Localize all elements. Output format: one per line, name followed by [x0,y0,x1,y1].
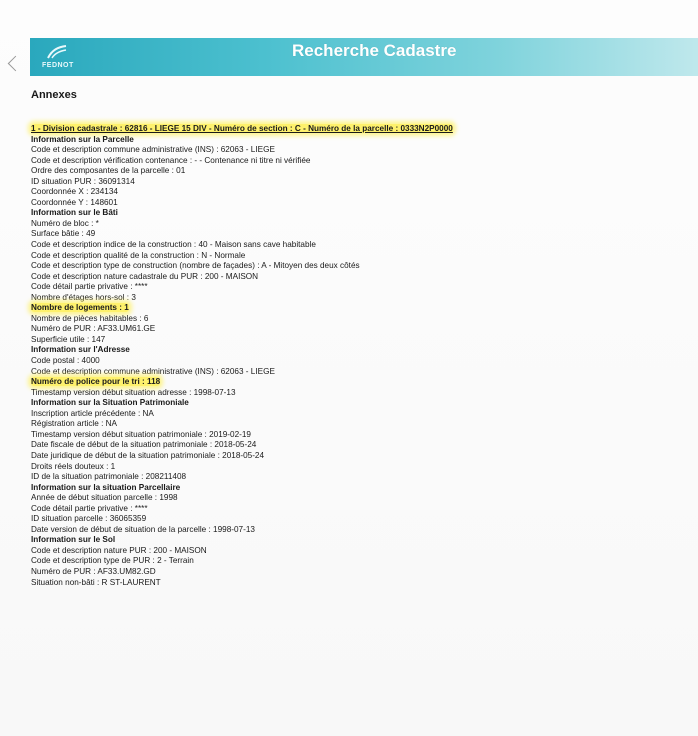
info-section-heading [31,135,671,146]
info-line [31,240,671,251]
line-text: Timestamp version début situation adresse : 1998-07-13 [31,387,236,397]
line-text: Code et description type de PUR : 2 - Terrain [31,556,194,566]
info-section-heading [31,483,671,494]
line-text: Information sur la situation Parcellaire [31,482,181,492]
line-text: Code postal : 4000 [31,356,100,366]
line-text: Code et description nature cadastrale du PUR : 200 - MAISON [31,271,259,281]
info-line [31,388,671,399]
info-line [31,409,671,420]
line-text: Information sur l'Adresse [31,345,130,355]
line-text: Code détail partie privative : **** [31,282,148,292]
info-line [31,462,671,473]
line-text: Code détail partie privative : **** [31,503,148,513]
info-line [31,451,671,462]
info-line [31,578,671,589]
line-text: Code et description vérification contenance : - - Contenance ni titre ni vérifiée [31,155,311,165]
line-text: ID de la situation patrimoniale : 208211408 [31,472,187,482]
info-line [31,377,671,388]
info-line [31,514,671,525]
section-heading: Annexes [31,89,77,101]
line-text: Information sur le Sol [31,535,116,545]
highlighted-text: Nombre de logements : 1 [31,303,129,313]
annex-content [31,124,671,588]
info-line [31,177,671,188]
logo-swoosh-icon [46,44,68,60]
line-text: Code et description qualité de la construction : N - Normale [31,250,246,260]
line-text: Information sur le Bâti [31,208,118,218]
line-text: Code et description indice de la construction : 40 - Maison sans cave habitable [31,240,316,250]
info-line [31,430,671,441]
line-text: Inscription article précédente : NA [31,408,154,418]
scan-corner-mark [8,56,24,72]
info-line [31,356,671,367]
info-line [31,525,671,536]
info-line [31,472,671,483]
info-section-heading [31,535,671,546]
info-line [31,251,671,262]
info-line [31,335,671,346]
info-line [31,166,671,177]
line-text: Droits réels douteux : 1 [31,461,116,471]
line-text: Numéro de PUR : AF33.UM61.GE [31,324,156,334]
line-text: ID situation PUR : 36091314 [31,176,135,186]
line-text: Code et description commune administrative (INS) : 62063 - LIEGE [31,145,275,155]
info-line [31,440,671,451]
info-line [31,419,671,430]
line-text: Surface bâtie : 49 [31,229,96,239]
info-line [31,156,671,167]
info-line [31,314,671,325]
info-line [31,556,671,567]
info-section-heading [31,345,671,356]
info-line [31,219,671,230]
logo-text: FEDNOT [42,62,74,69]
line-text: Année de début situation parcelle : 1998 [31,493,178,503]
info-line [31,546,671,557]
info-line [31,293,671,304]
fednot-logo [38,44,98,72]
line-text: Nombre de pièces habitables : 6 [31,313,149,323]
line-text: Situation non-bâti : R ST-LAURENT [31,577,161,587]
line-text: Numéro de PUR : AF33.UM82.GD [31,566,156,576]
line-text: Information sur la Situation Patrimoniale [31,398,189,408]
info-line [31,145,671,156]
parcel-title [31,124,671,135]
line-text: Numéro de bloc : * [31,218,99,228]
info-line [31,324,671,335]
info-line [31,567,671,578]
page-title: Recherche Cadastre [292,41,457,60]
line-text: Coordonnée Y : 148601 [31,197,118,207]
line-text: Coordonnée X : 234134 [31,187,118,197]
highlighted-text: Numéro de police pour le tri : 118 [31,377,161,387]
line-text: Date juridique de début de la situation patrimoniale : 2018-05-24 [31,450,265,460]
info-line [31,229,671,240]
line-text: Ordre des composantes de la parcelle : 01 [31,166,186,176]
highlighted-text: 1 - Division cadastrale : 62816 - LIEGE 15 DIV - Numéro de section : C - Numéro de la parcelle : 0333N2P0000 [31,124,453,133]
line-text: Nombre d'étages hors-sol : 3 [31,292,136,302]
info-line [31,198,671,209]
info-line [31,303,671,314]
line-text: Timestamp version début situation patrimoniale : 2019-02-19 [31,429,251,439]
info-line [31,367,671,378]
line-text: Information sur la Parcelle [31,134,134,144]
line-text: Code et description type de construction (nombre de façades) : A - Mitoyen des deux côtés [31,261,360,271]
header-banner [30,38,698,76]
line-text: Date version de début de situation de la parcelle : 1998-07-13 [31,524,255,534]
line-text: Code et description commune administrative (INS) : 62063 - LIEGE [31,366,275,376]
line-text: Régistration article : NA [31,419,118,429]
line-text: Code et description nature PUR : 200 - MAISON [31,545,207,555]
info-line [31,504,671,515]
info-section-heading [31,398,671,409]
info-section-heading [31,208,671,219]
info-line [31,187,671,198]
line-text: Date fiscale de début de la situation patrimoniale : 2018-05-24 [31,440,257,450]
info-line [31,261,671,272]
line-text: Superficie utile : 147 [31,334,106,344]
info-line [31,282,671,293]
info-line [31,493,671,504]
line-text: ID situation parcelle : 36065359 [31,514,147,524]
info-line [31,272,671,283]
